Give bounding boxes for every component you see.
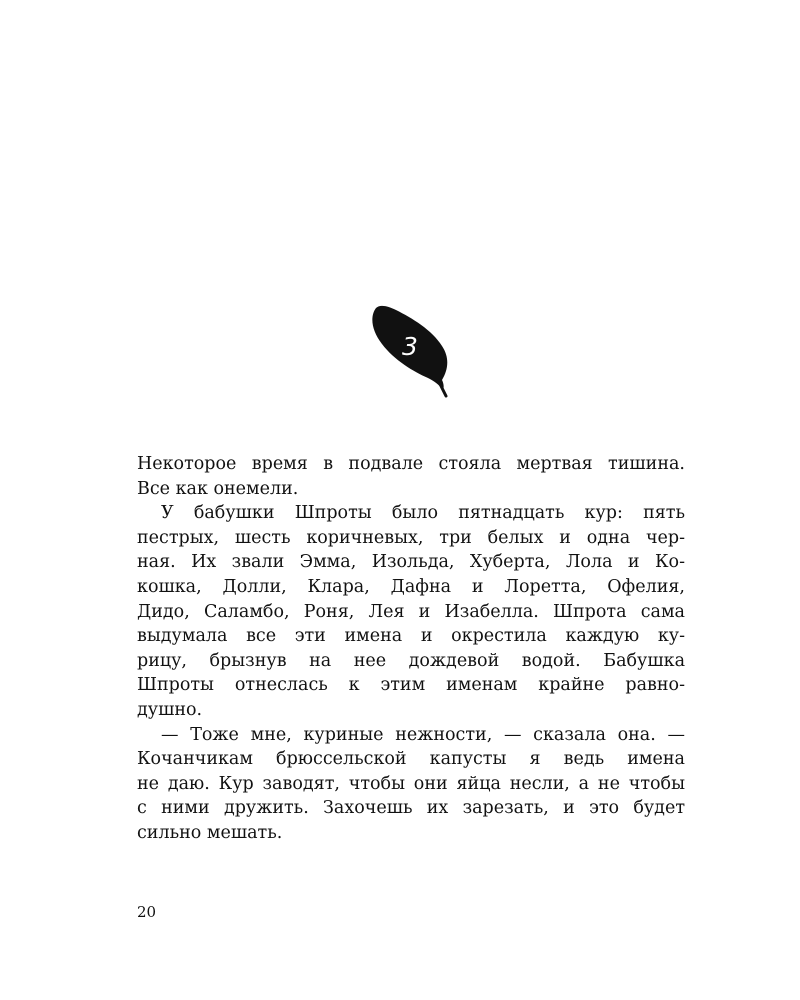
text-line: У бабушки Шпроты было пятнадцать кур: пять (161, 503, 685, 524)
text-line: Все как онемели. (137, 478, 299, 499)
text-line: с ними дружить. Захочешь их зарезать, и это будет (137, 798, 685, 819)
text-line: душно. (137, 699, 203, 720)
text-line: ная. Их звали Эмма, Изольда, Хуберта, Лола и Ко- (137, 552, 685, 573)
text-line: пестрых, шесть коричневых, три белых и одна чер- (137, 527, 685, 548)
text-line: Кочанчикам брюссельской капусты я ведь имена (137, 749, 685, 770)
chapter-heading (366, 300, 452, 400)
text-line: кошка, Долли, Клара, Дафна и Лоретта, Офелия, (137, 576, 685, 597)
text-line: сильно мешать. (137, 822, 283, 843)
chapter-number: 3 (402, 332, 418, 361)
page-number: 20 (137, 903, 157, 921)
text-line: выдумала все эти имена и окрестила каждую ку- (137, 626, 685, 647)
text-line: не даю. Кур заводят, чтобы они яйца несли, а не чтобы (137, 773, 685, 794)
text-line: Шпроты отнеслась к этим именам крайне равно- (137, 675, 685, 696)
text-line: Некоторое время в подвале стояла мертвая тишина. (137, 454, 685, 474)
text-line: рицу, брызнув на нее дождевой водой. Бабушка (137, 650, 685, 671)
text-line: Дидо, Саламбо, Роня, Лея и Изабелла. Шпрота сама (137, 601, 685, 622)
body-text (137, 452, 685, 846)
text-line: — Тоже мне, куриные нежности, — сказала она. — (161, 724, 685, 745)
